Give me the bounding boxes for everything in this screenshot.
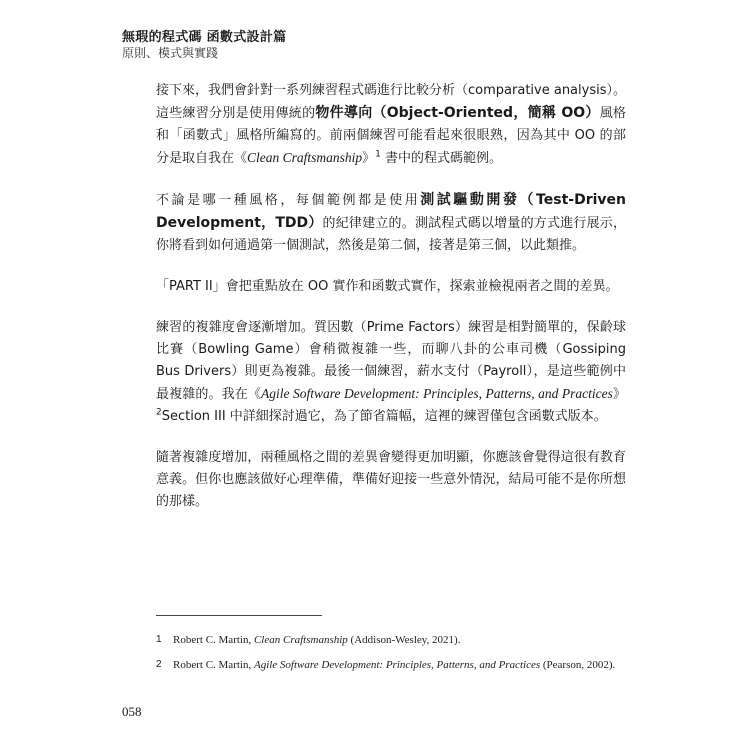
paragraph-3 xyxy=(156,276,626,298)
page-number: 058 xyxy=(122,704,142,719)
paragraph-1-text-d: 書中的程式碼範例。 xyxy=(380,151,503,166)
body-text xyxy=(156,80,626,532)
running-header xyxy=(122,30,286,61)
book-title: 無瑕的程式碼 函數式設計篇 xyxy=(122,30,287,45)
paragraph-5-text: 隨著複雜度增加，兩種風格之間的差異會變得更加明顯，你應該會覺得這很有教育意義。但你也應該做好心理準備，準備好迎接一些意外情況，結局可能不是你所想的那樣。 xyxy=(156,450,626,509)
footnote-author: Robert C. Martin, xyxy=(173,634,254,646)
paragraph-2-text-b: 的紀律建立的。測試程式碼以增量的方式進行展示，你將看到如何通過第一個測試，然後是第二個，接著是第三個，以此類推。 xyxy=(156,216,626,253)
footnote-publisher: (Pearson, 2002). xyxy=(540,659,616,671)
footnote-text xyxy=(173,632,460,648)
paragraph-1-text-b: 風格和「函數式」風格所編寫的。前兩個練習可能看起來很眼熟，因為其中 OO 的部分是取自我在《 xyxy=(156,106,626,166)
paragraph-1-text-c: 》 xyxy=(362,151,376,166)
book-reference-agile-software-development: Agile Software Development: Principles, Patterns, and Practices xyxy=(260,386,613,401)
book-subtitle: 原則、模式與實踐 xyxy=(122,46,219,60)
footnote-number: 2 xyxy=(156,659,162,670)
footnotes xyxy=(156,632,626,682)
footnote-number: 1 xyxy=(156,634,162,645)
footnote-ref-1[interactable]: 1 xyxy=(375,149,381,160)
footnote-publisher: (Addison-Wesley, 2021). xyxy=(347,634,461,646)
footnote-text xyxy=(173,657,615,673)
paragraph-4 xyxy=(156,317,626,428)
paragraph-3-text: 「PART II」會把重點放在 OO 實作和函數式實作，探索並檢視兩者之間的差異。 xyxy=(156,279,619,294)
paragraph-4-text-a: 練習的複雜度會逐漸增加。質因數（Prime Factors）練習是相對簡單的，保齡球比賽（Bowling Game）會稍微複雜一些，而聊八卦的公車司機（Gossiping Bus Drivers）則更為複雜。最後一個練習，薪水支付（Payroll），是這些範例中最複雜的。我在《 xyxy=(156,320,626,402)
paragraph-2-text-a: 不論是哪一種風格，每個範例都是使用 xyxy=(156,193,421,208)
paragraph-2 xyxy=(156,189,626,257)
paragraph-4-text-c: Section III 中詳細探討過它，為了節省篇幅，這裡的練習僅包含函數式版本。 xyxy=(161,409,607,424)
footnote-ref-2[interactable]: 2 xyxy=(156,407,162,418)
footnote-book-title: Clean Craftsmanship xyxy=(253,634,348,646)
footnote-divider xyxy=(156,615,322,616)
book-reference-clean-craftsmanship: Clean Craftsmanship xyxy=(247,150,363,165)
paragraph-5 xyxy=(156,447,626,513)
footnote-1 xyxy=(156,632,626,648)
paragraph-4-text-b: 》 xyxy=(612,387,626,402)
paragraph-1-text-a: 接下來，我們會針對一系列練習程式碼進行比較分析（comparative analysis）。這些練習分別是使用傳統的 xyxy=(156,83,626,121)
footnote-author: Robert C. Martin, xyxy=(173,659,254,671)
term-object-oriented: 物件導向（Object-Oriented，簡稱 OO） xyxy=(315,105,600,121)
footnote-2 xyxy=(156,657,626,673)
term-tdd: 測試驅動開發（Test-Driven Development，TDD） xyxy=(156,192,626,231)
footnote-book-title: Agile Software Development: Principles, Patterns, and Practices xyxy=(253,659,541,671)
paragraph-1 xyxy=(156,80,626,170)
